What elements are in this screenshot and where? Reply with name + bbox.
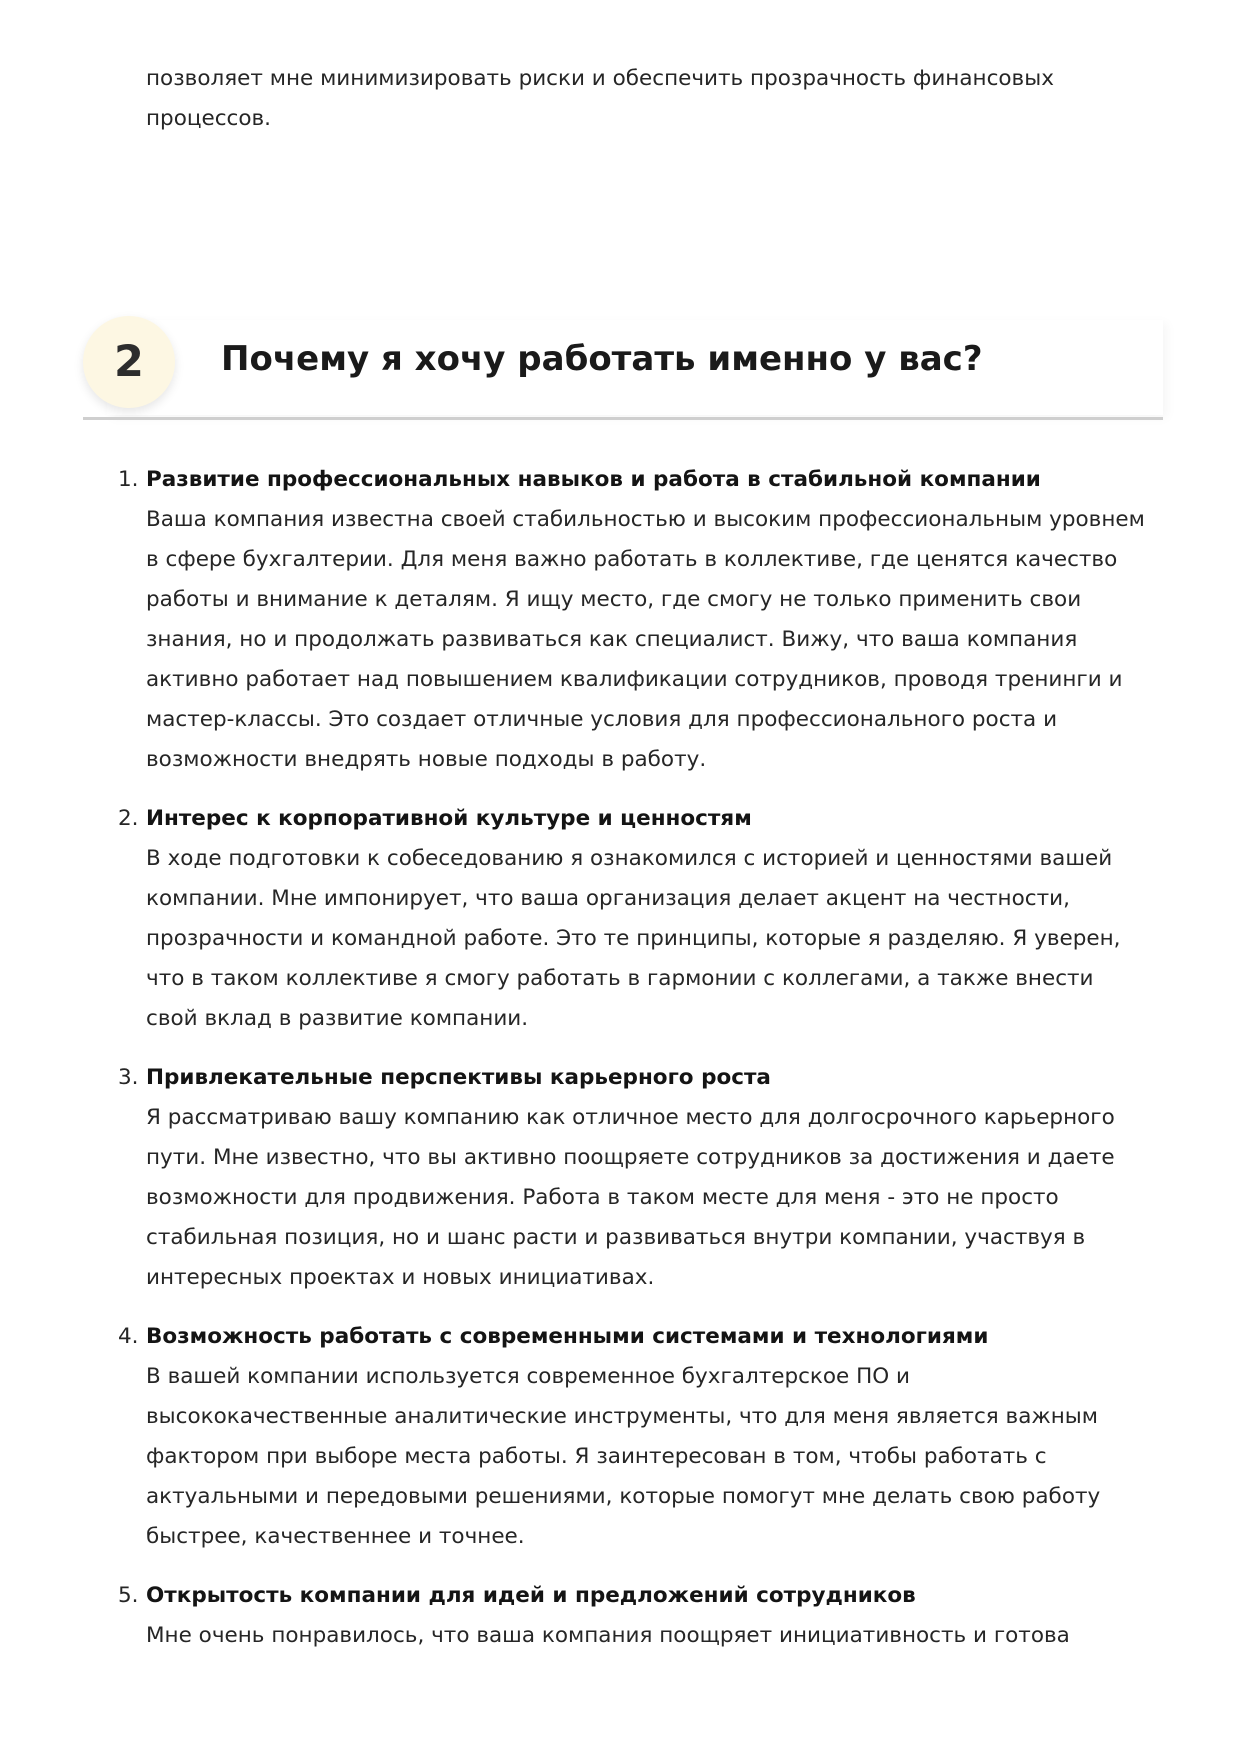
- section-divider: [83, 417, 1163, 420]
- reason-item-1: [118, 460, 1146, 780]
- reason-title: Развитие профессиональных навыков и работа в стабильной компании: [146, 467, 1041, 492]
- reason-title: Привлекательные перспективы карьерного роста: [146, 1065, 771, 1090]
- reason-item-5: [118, 1576, 1146, 1656]
- reason-title: Возможность работать с современными системами и технологиями: [146, 1324, 989, 1349]
- reason-text: Ваша компания известна своей стабильностью и высоким профессиональным уровнем в сфере бухгалтерии. Для меня важно работать в коллективе, где ценятся качество работы и внимание к деталям. Я ищу место, где смогу не только применить свои знания, но и продолжать развиваться как специалист. Вижу, что ваша компания активно работает над повышением квалификации сотрудников, проводя тренинги и мастер-классы. Это создает отличные условия для профессионального роста и возможности внедрять новые подходы в работу.: [146, 507, 1145, 772]
- reason-item-2: [118, 799, 1146, 1039]
- reason-text: Мне очень понравилось, что ваша компания поощряет инициативность и готова: [146, 1623, 1070, 1648]
- reason-number: 2.: [118, 806, 139, 831]
- reason-number: 3.: [118, 1065, 139, 1090]
- intro-paragraph: позволяет мне минимизировать риски и обеспечить прозрачность финансовых процессов.: [146, 66, 1054, 131]
- reason-title: Открытость компании для идей и предложений сотрудников: [146, 1583, 916, 1608]
- reason-text: В ходе подготовки к собеседованию я ознакомился с историей и ценностями вашей компании. Мне импонирует, что ваша организация делает акцент на честности, прозрачности и командной работе. Это те принципы, которые я разделяю. Я уверен, что в таком коллективе я смогу работать в гармонии с коллегами, а также внести свой вклад в развитие компании.: [146, 846, 1121, 1031]
- reason-title: Интерес к корпоративной культуре и ценностям: [146, 806, 752, 831]
- reason-item-4: [118, 1317, 1146, 1557]
- reason-number: 1.: [118, 467, 139, 492]
- reason-text: В вашей компании используется современное бухгалтерское ПО и высококачественные аналитические инструменты, что для меня является важным фактором при выборе места работы. Я заинтересован в том, чтобы работать с актуальными и передовыми решениями, которые помогут мне делать свою работу быстрее, качественнее и точнее.: [146, 1364, 1101, 1549]
- reason-number: 4.: [118, 1324, 139, 1349]
- reason-item-3: [118, 1058, 1146, 1298]
- section-title: Почему я хочу работать именно у вас?: [221, 339, 983, 379]
- reason-text: Я рассматриваю вашу компанию как отличное место для долгосрочного карьерного пути. Мне известно, что вы активно поощряете сотрудников за достижения и даете возможности для продвижения. Работа в таком месте для меня - это не просто стабильная позиция, но и шанс расти и развиваться внутри компании, участвуя в интересных проектах и новых инициативах.: [146, 1105, 1115, 1290]
- reasons-list: [118, 460, 1146, 1675]
- section-header: [83, 316, 1163, 420]
- reason-number: 5.: [118, 1583, 139, 1608]
- section-number-badge: 2: [83, 316, 175, 408]
